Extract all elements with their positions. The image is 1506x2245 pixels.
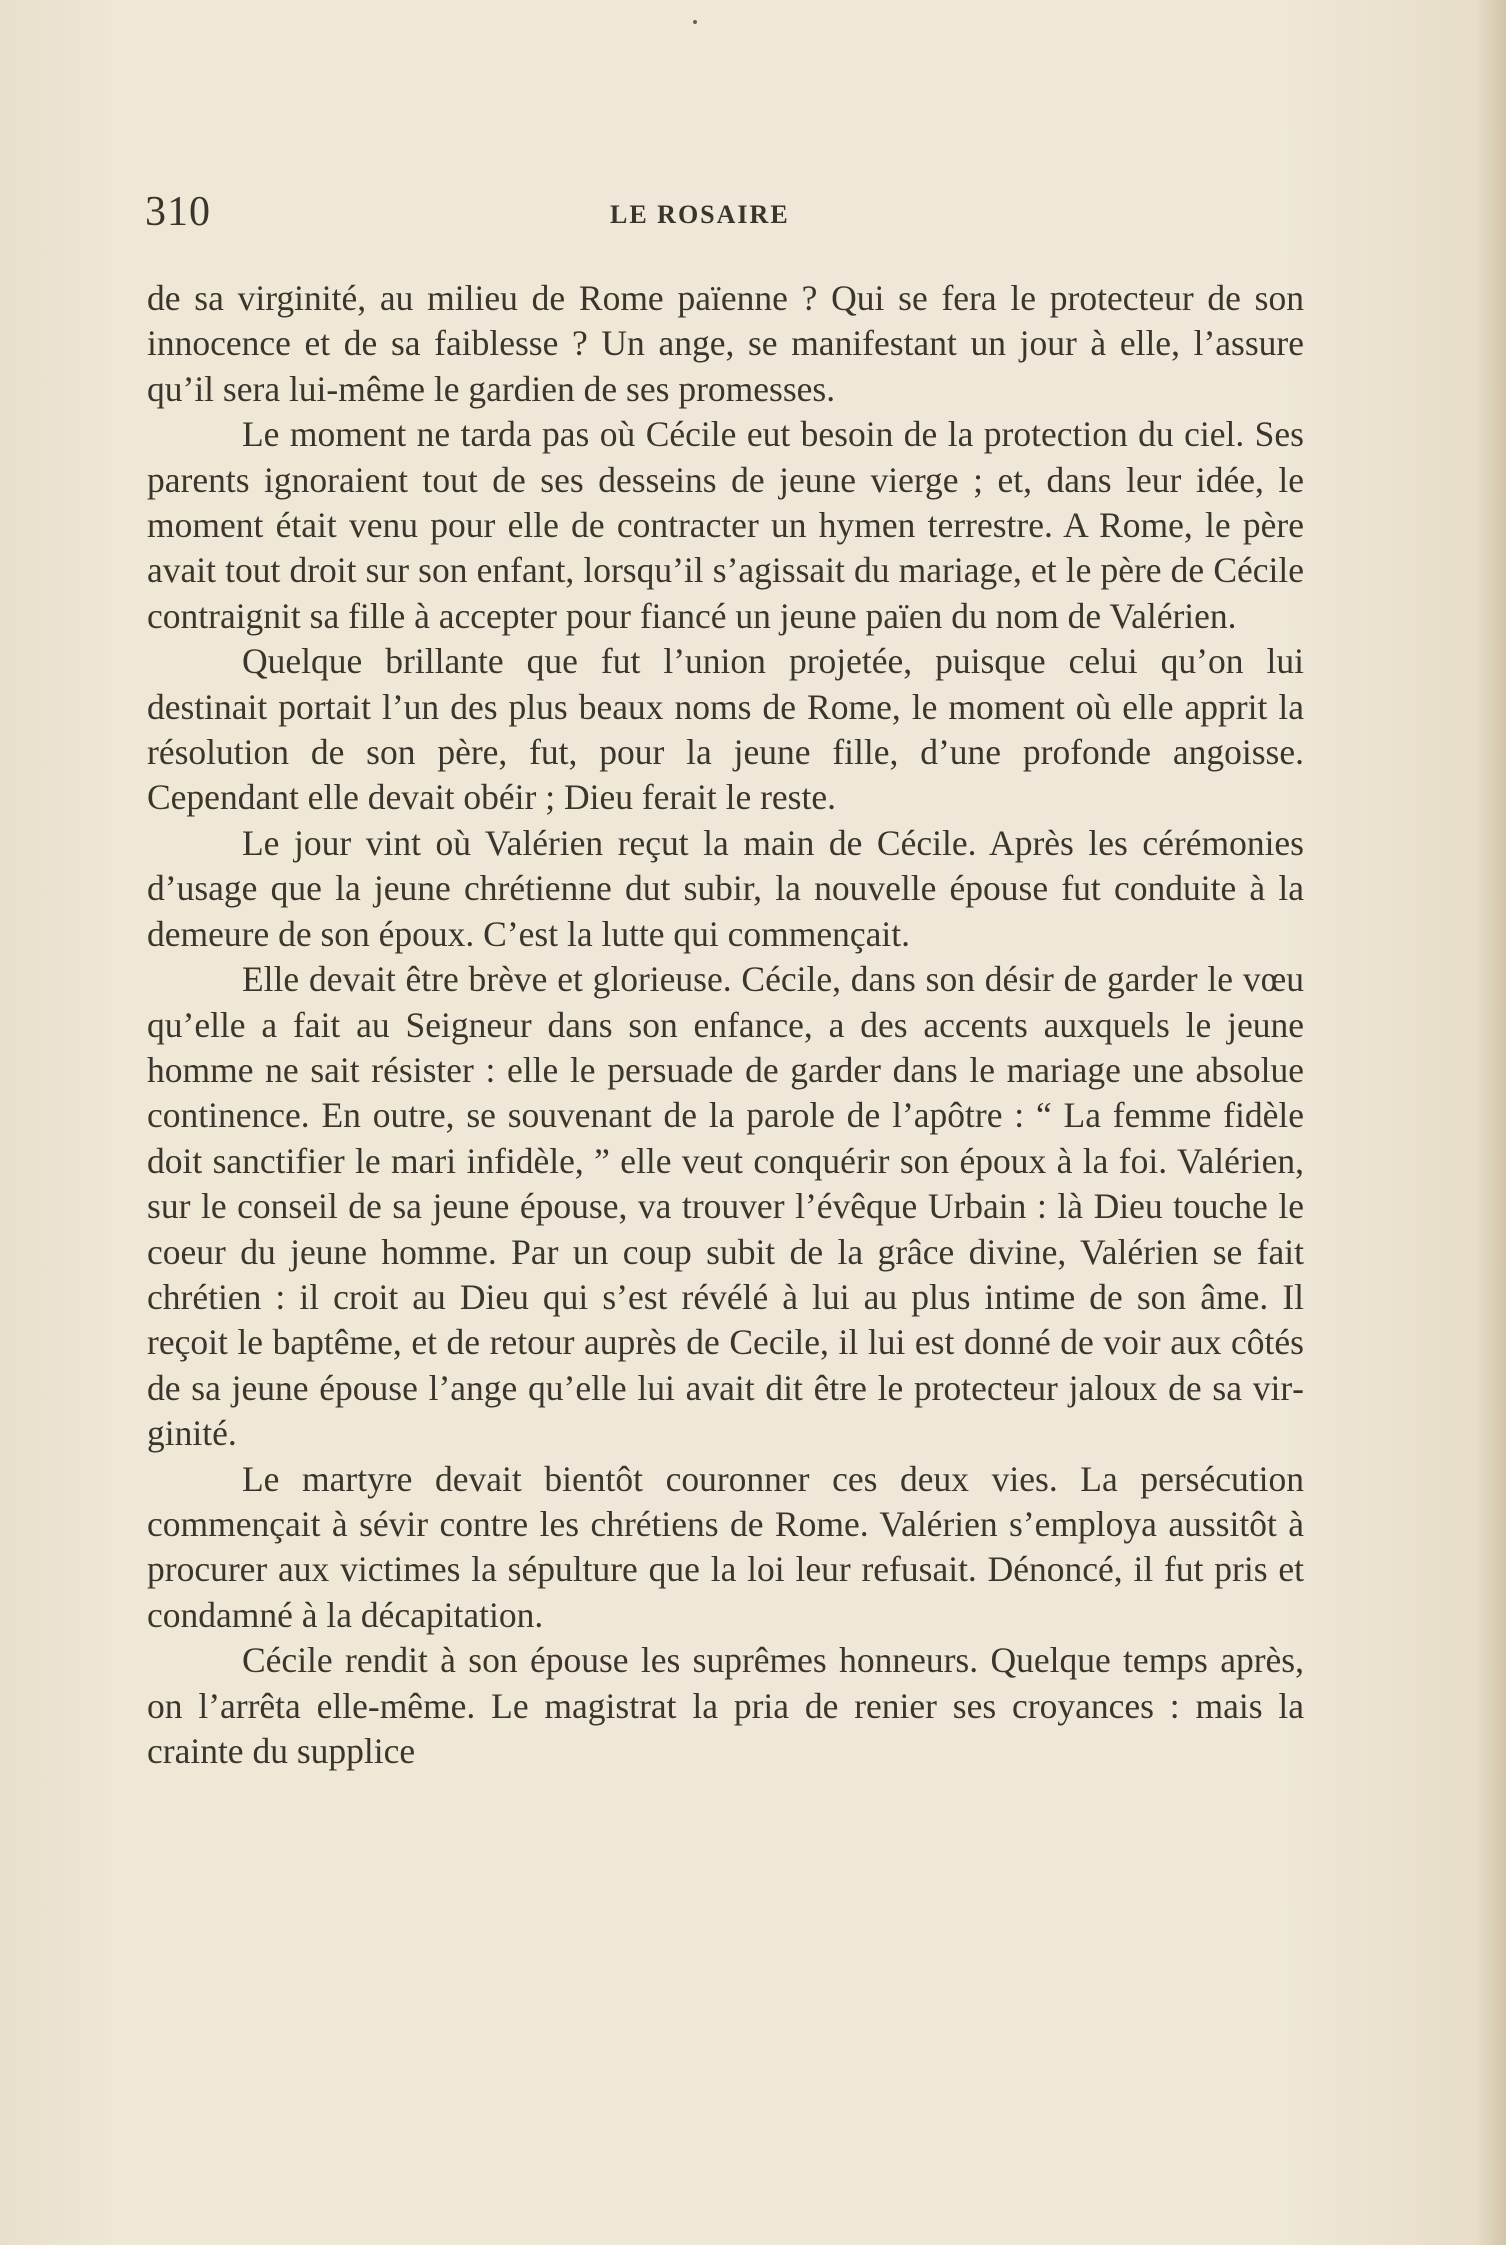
paragraph-5: Elle devait être brève et glorieuse. Cécile, dans son désir de garder le vœu qu’elle a fait au Seigneur dans son enfance, a des accents auxquels le jeune homme ne sait résister : elle le persuade de garder dans le mariage une absolue continence. En outre, se souvenant de la parole de l’apôtre : “ La femme fidèle doit sanctifier le mari infidèle, ” elle veut conquérir son époux à la foi. Valérien, sur le conseil de sa jeune épouse, va trouver l’évêque Urbain : là Dieu touche le coeur du jeune homme. Par un coup subit de la grâce divine, Valérien se fait chrétien : il croit au Dieu qui s’est révélé à lui au plus intime de son âme. Il reçoit le baptême, et de retour auprès de Cecile, il lui est donné de voir aux côtés de sa jeune épouse l’ange qu’elle lui avait dit être le protecteur jaloux de sa virginité. (147, 959, 1304, 1454)
page-number: 310 (145, 189, 211, 235)
running-title: LE ROSAIRE (610, 200, 790, 229)
paragraph-4: Le jour vint où Valérien reçut la main de Cécile. Après les cérémonies d’usage que la jeune chrétienne dut subir, la nouvelle épouse fut conduite à la demeure de son époux. C’est la lutte qui commençait. (147, 822, 1304, 954)
page-header (145, 188, 1305, 238)
body-text (147, 276, 1304, 1774)
paragraph-3: Quelque brillante que fut l’union projetée, puisque celui qu’on lui destinait portait l’un des plus beaux noms de Rome, le moment où elle apprit la résolution de son père, fut, pour la jeune fille, d’une profonde angoisse. Cependant elle devait obéir ; Dieu ferait le reste. (147, 641, 1304, 818)
paragraph-7: Cécile rendit à son épouse les suprêmes honneurs. Quelque temps après, on l’arrêta elle-même. Le magistrat la pria de renier ses croyances : mais la crainte du supplice (147, 1640, 1304, 1771)
paragraph-6: Le martyre devait bientôt couronner ces deux vies. La persécution commençait à sévir contre les chrétiens de Rome. Valérien s’employa aussitôt à procurer aux victimes la sépulture que la loi leur refusait. Dénoncé, il fut pris et condamné à la décapitation. (147, 1458, 1304, 1635)
paragraph-2: Le moment ne tarda pas où Cécile eut besoin de la protection du ciel. Ses parents ignoraient tout de ses desseins de jeune vierge ; et, dans leur idée, le moment était venu pour elle de contracter un hymen terrestre. A Rome, le père avait tout droit sur son enfant, lorsqu’il s’agissait du mariage, et le père de Cécile contraignit sa fille à accepter pour fiancé un jeune païen du nom de Valérien. (147, 414, 1304, 636)
paragraph-1: de sa virginité, au milieu de Rome païenne ? Qui se fera le protecteur de son innocence et de sa faiblesse ? Un ange, se manifestant un jour à elle, l’assure qu’il sera lui-même le gardien de ses promesses. (147, 278, 1304, 409)
ink-speck (693, 20, 697, 24)
page-edge-shadow (1476, 0, 1506, 2245)
